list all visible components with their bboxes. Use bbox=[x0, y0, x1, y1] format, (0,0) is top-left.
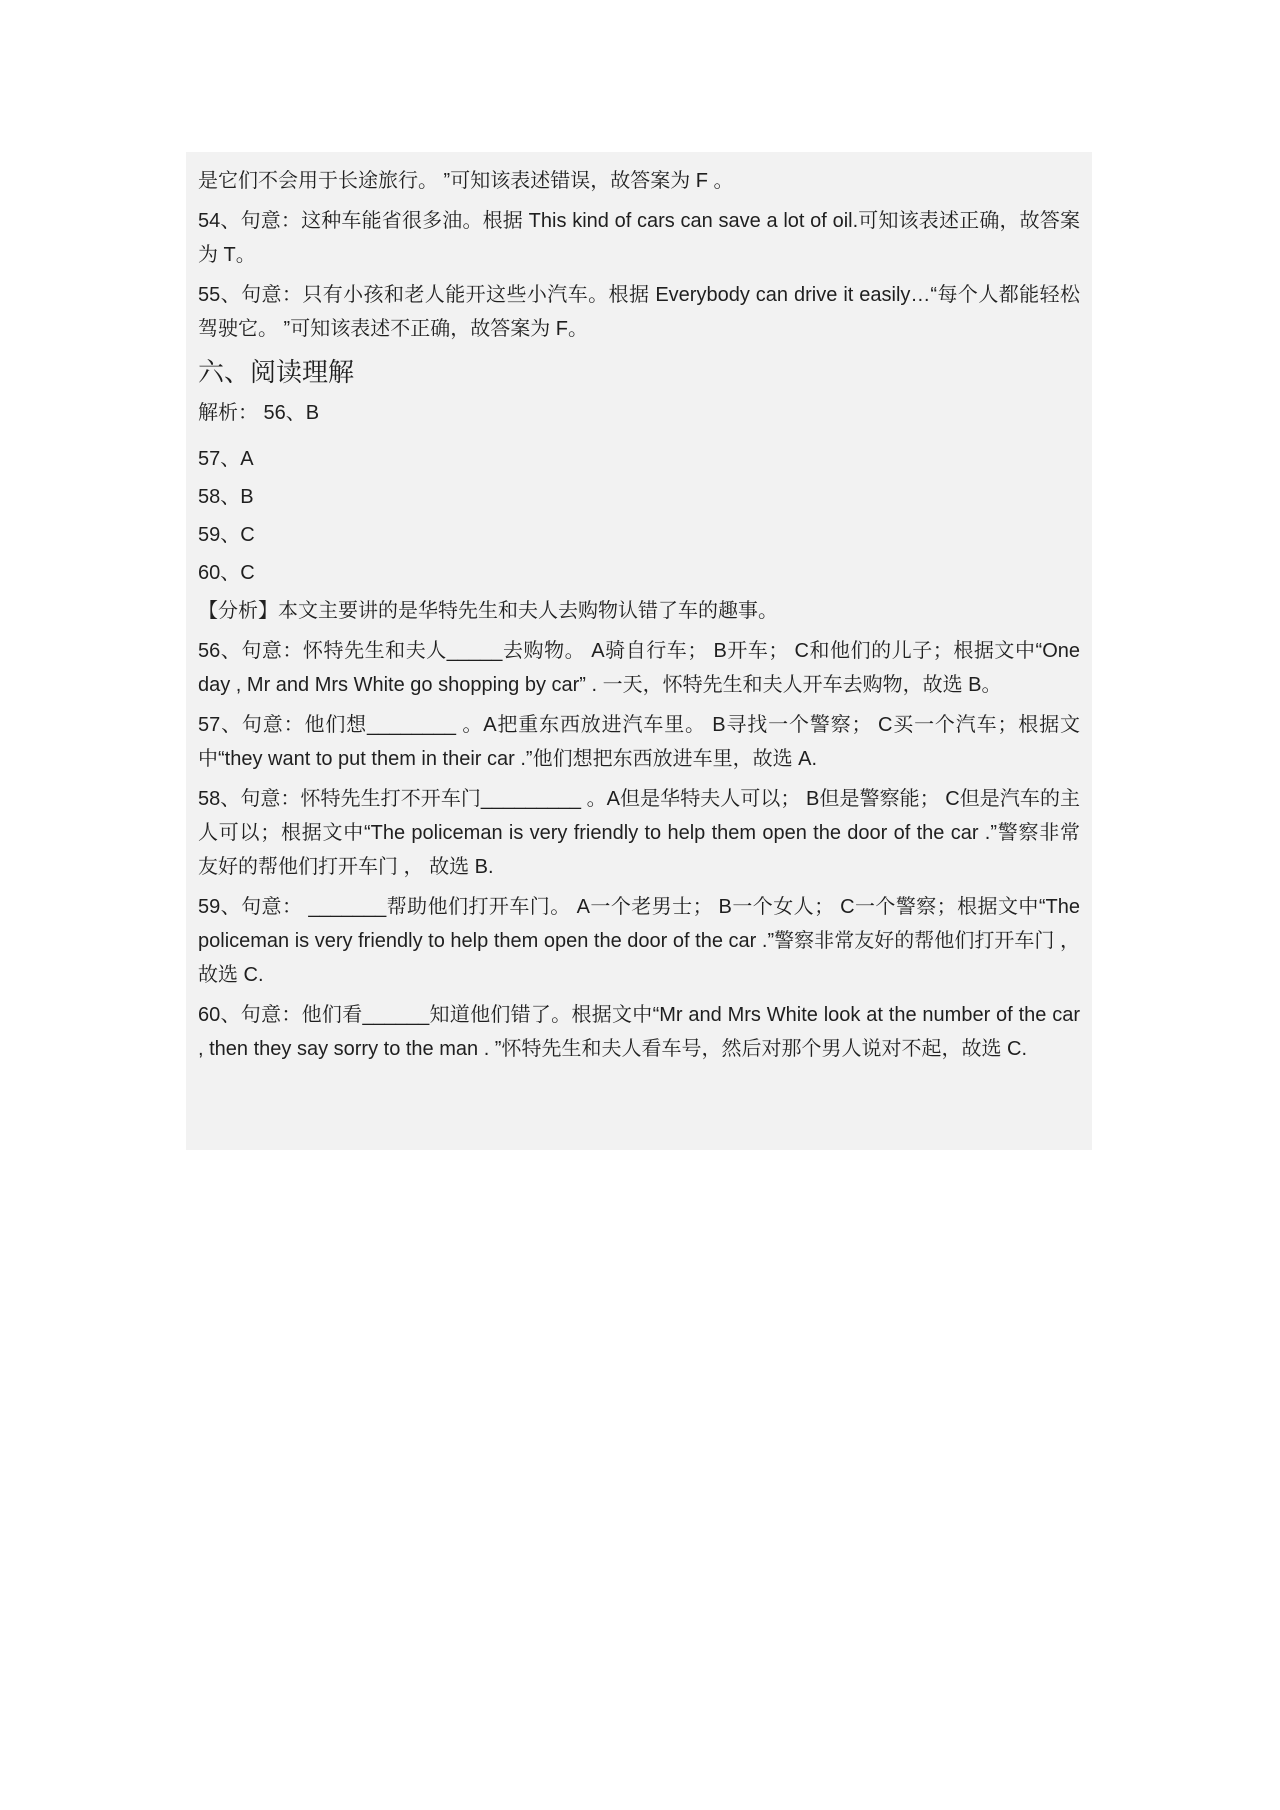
explanation-paragraph-56: 56、句意：怀特先生和夫人_____去购物。 A骑自行车； B开车； C和他们的儿子；根据文中“One day , Mr and Mrs White go shopping by car” . 一天，怀特先生和夫人开车去购物，故选 B。 bbox=[198, 640, 1080, 696]
explanation-paragraph-54: 54、句意：这种车能省很多油。根据 This kind of cars can save a lot of oil.可知该表述正确，故答案为 T。 bbox=[198, 210, 1080, 266]
explanation-paragraph-59: 59、句意： _______帮助他们打开车门。 A一个老男士； B一个女人； C一个警察；根据文中“The policeman is very friendly to help them open the door of the car .”警察非常友好的帮他们打开车门 ， 故选 C. bbox=[198, 896, 1080, 986]
highlighted-answer-block bbox=[186, 152, 1092, 1150]
section-heading-reading-comprehension: 六、阅读理解 bbox=[198, 358, 355, 388]
answer-line-60: 60、C bbox=[198, 562, 255, 584]
explanation-paragraph-53-tail: 是它们不会用于长途旅行。 ”可知该表述错误，故答案为 F 。 bbox=[198, 170, 734, 192]
explanation-paragraph-57: 57、句意：他们想________ 。A把重东西放进汽车里。 B寻找一个警察； C买一个汽车；根据文中“they want to put them in their car .”他们想把东西放进车里，故选 A. bbox=[198, 714, 1080, 770]
analysis-paragraph: 【分析】本文主要讲的是华特先生和夫人去购物认错了车的趣事。 bbox=[198, 600, 778, 622]
explanation-paragraph-58: 58、句意：怀特先生打不开车门_________ 。A但是华特夫人可以； B但是警察能； C但是汽车的主人可以；根据文中“The policeman is very friendly to help them open the door of the car .”警察非常友好的帮他们打开车门 ， 故选 B. bbox=[198, 788, 1080, 878]
answer-line-57: 57、A bbox=[198, 448, 254, 470]
explanation-paragraph-55: 55、句意：只有小孩和老人能开这些小汽车。根据 Everybody can drive it easily…“每个人都能轻松驾驶它。 ”可知该表述不正确，故答案为 F。 bbox=[198, 284, 1080, 340]
answer-line-59: 59、C bbox=[198, 524, 255, 546]
explanation-paragraph-60: 60、句意：他们看______知道他们错了。根据文中“Mr and Mrs White look at the number of the car , then they say sorry to the man . ”怀特先生和夫人看车号，然后对那个男人说对不起，故选 C. bbox=[198, 1004, 1080, 1060]
answer-line-58: 58、B bbox=[198, 486, 254, 508]
answer-line-56: 解析： 56、B bbox=[198, 402, 320, 424]
